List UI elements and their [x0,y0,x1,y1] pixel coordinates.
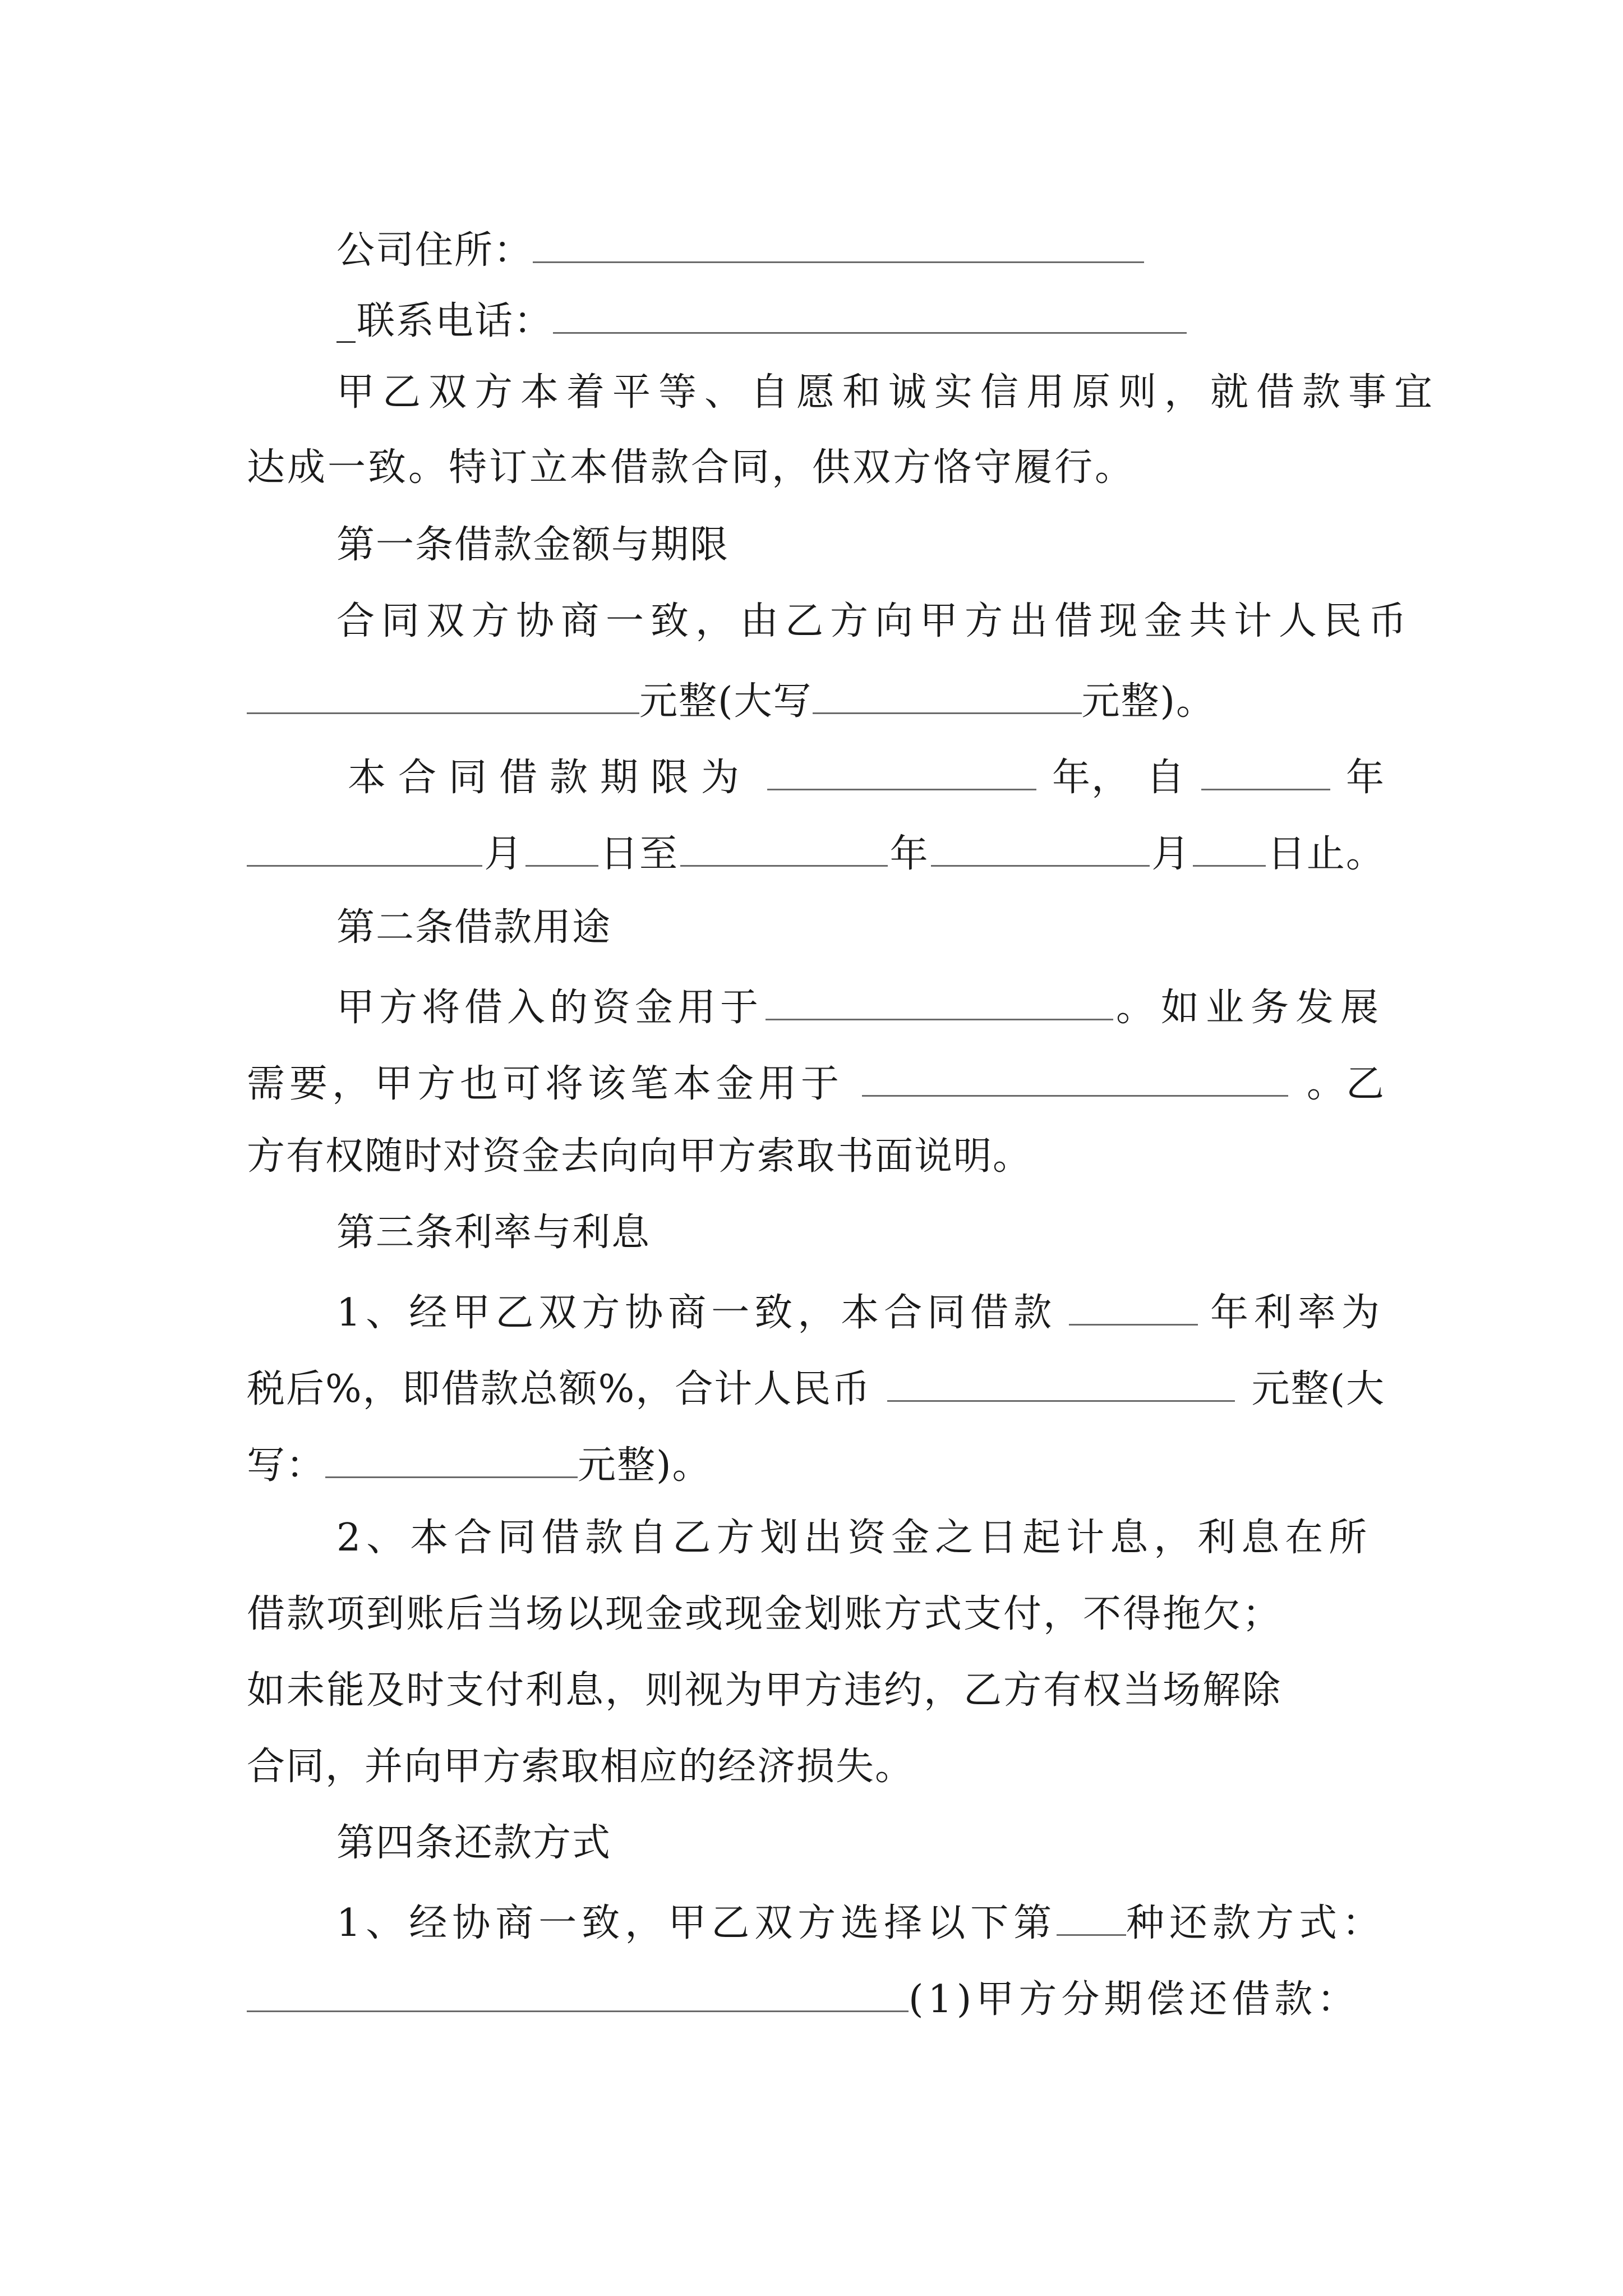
article4-p1-line [336,1893,1385,1950]
phone-blank [553,291,1187,334]
article3-p2-line-3: 如未能及时支付利息，则视为甲方违约，乙方有权当场解除 [247,1668,1283,1713]
phone-line [336,291,1385,348]
article1-title: 第一条借款金额与期限 [336,523,730,567]
end-month-blank [931,823,1150,867]
article1-amount-blanks-line [247,671,1385,729]
end-day-blank [1193,823,1266,867]
start-year-label: 年 [1345,756,1385,800]
method-prefix: 1、经协商一致，甲乙双方选择以下第 [336,1901,1057,1945]
article3-p2-line-1: 2、本合同借款自乙方划出资金之日起计息，利息在所 [336,1516,1373,1560]
method-number-blank [1057,1893,1126,1936]
address-label: 公司住所： [336,228,533,273]
rate-suffix: 年利率为 [1210,1291,1385,1335]
method-blank [247,1969,909,2012]
article4-option-line [247,1969,1385,2027]
article3-p1-line-2 [247,1359,1385,1416]
alt-use-suffix: 。乙 [1306,1062,1385,1106]
term-from-label: 自 [1146,756,1186,800]
interest-uppercase-prefix: 写： [247,1443,326,1488]
article3-p2-line-4: 合同，并向甲方索取相应的经济损失。 [247,1745,915,1789]
term-years-blank [767,747,1036,790]
article3-p1-line-1 [336,1282,1385,1340]
amount-uppercase-blank [813,671,1082,714]
term-dates-line [247,823,1385,881]
end-year-blank [680,823,888,867]
rate-prefix: 1、经甲乙双方协商一致，本合同借款 [336,1291,1057,1335]
amount-yuan-label: 元整(大写 [639,679,813,724]
article3-title: 第三条利率与利息 [336,1211,651,1255]
article3-p2-line-2: 借款项到账后当场以现金或现金划账方式支付，不得拖欠； [247,1592,1283,1636]
start-year-blank [1201,747,1330,790]
article2-line-1 [336,977,1385,1035]
day-to-label: 日至 [600,832,679,876]
use-blank [766,977,1113,1020]
start-month-blank [247,823,482,867]
phone-label: _联系电话： [336,299,554,343]
interest-amount-blank [887,1359,1235,1402]
amount-close-label: 元整)。 [1081,679,1216,724]
interest-suffix: 元整(大 [1251,1367,1385,1411]
article2-line-3: 方有权随时对资金去向向甲方索取书面说明。 [247,1134,1032,1179]
alt-use-prefix: 需要，甲方也可将该笔本金用于 [247,1062,844,1106]
intro-line-1: 甲乙双方本着平等、自愿和诚实信用原则，就借款事宜 [336,370,1441,415]
interest-prefix: 税后%，即借款总额%，合计人民币 [247,1367,872,1411]
amount-blank [247,671,639,714]
end-year-label: 年 [889,832,929,876]
interest-uppercase-blank [325,1435,578,1478]
article2-line-2 [247,1053,1385,1111]
article3-p1-line-3 [247,1435,1385,1493]
end-month-label: 月 [1151,832,1191,876]
article4-title: 第四条还款方式 [336,1821,612,1865]
intro-line-2: 达成一致。特订立本借款合同，供双方恪守履行。 [247,445,1136,490]
option-1-label: (1)甲方分期偿还借款： [909,1977,1360,2022]
alt-use-blank [862,1053,1288,1097]
day-end-label: 日止。 [1267,832,1385,876]
use-prefix: 甲方将借入的资金用于 [336,986,763,1030]
address-blank [533,220,1144,263]
method-suffix: 种还款方式： [1126,1901,1385,1945]
term-year-label: 年， [1052,756,1131,800]
article2-title: 第二条借款用途 [336,905,612,950]
use-suffix: 。如业务发展 [1115,986,1385,1030]
term-line [348,747,1385,805]
interest-uppercase-suffix: 元整)。 [578,1443,712,1488]
article1-amount-line: 合同双方协商一致，由乙方向甲方出借现金共计人民币 [336,599,1414,643]
start-day-blank [525,823,598,867]
term-prefix: 本合同借款期限为 [348,756,752,800]
start-month-label: 月 [484,832,524,876]
address-line [336,220,1385,278]
rate-year-blank [1069,1282,1198,1326]
